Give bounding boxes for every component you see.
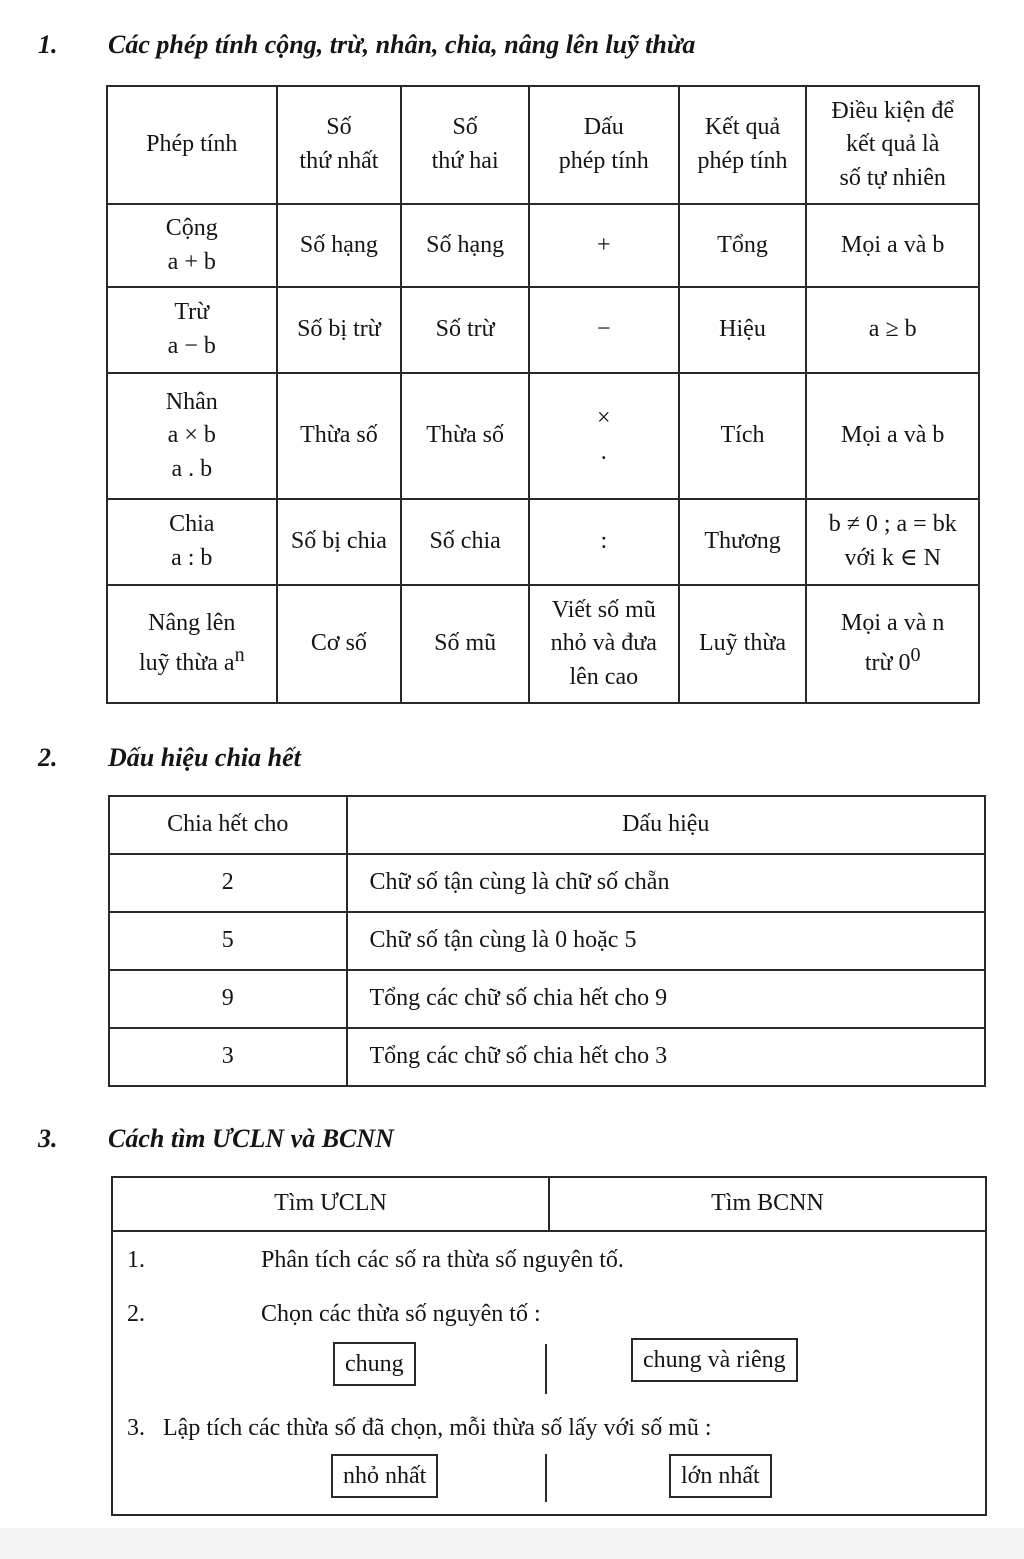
condition-cell: b ≠ 0 ; a = bk với k ∈ N bbox=[806, 499, 979, 585]
step-3-number: 3. bbox=[127, 1415, 145, 1441]
condition-cell: Mọi a và n trừ $0^0$ bbox=[806, 585, 979, 703]
second-number-cell: Số hạng bbox=[401, 204, 529, 287]
table-row bbox=[107, 287, 979, 373]
sign-cell: : bbox=[529, 499, 679, 585]
second-number-cell: Số mũ bbox=[401, 585, 529, 703]
step-1-text: Phân tích các số ra thừa số nguyên tố. bbox=[261, 1247, 624, 1273]
divisibility-table bbox=[108, 795, 986, 1087]
gcd-lcm-header-row bbox=[112, 1177, 986, 1231]
lcm-largest-exponent-box: lớn nhất bbox=[669, 1454, 772, 1498]
rule-cell: Tổng các chữ số chia hết cho 3 bbox=[347, 1028, 986, 1086]
step-1-number: 1. bbox=[127, 1247, 145, 1273]
first-number-cell: Thừa số bbox=[277, 373, 402, 499]
step-3-text: Lập tích các thừa số đã chọn, mỗi thừa số lấy với số mũ : bbox=[163, 1415, 712, 1441]
step-2-text: Chọn các thừa số nguyên tố : bbox=[261, 1301, 541, 1327]
section-2-number: 2. bbox=[38, 743, 58, 772]
first-number-cell: Số bị chia bbox=[277, 499, 402, 585]
second-number-cell: Thừa số bbox=[401, 373, 529, 499]
condition-cell: Mọi a và b bbox=[806, 204, 979, 287]
header-result: Kết quả phép tính bbox=[679, 86, 807, 204]
first-number-cell: Số bị trừ bbox=[277, 287, 402, 373]
divisibility-header-row bbox=[109, 796, 985, 854]
divisor-cell: 5 bbox=[109, 912, 347, 970]
sign-cell: × . bbox=[529, 373, 679, 499]
header-condition: Điều kiện để kết quả là số tự nhiên bbox=[806, 86, 979, 204]
operations-header-row bbox=[107, 86, 979, 204]
divisor-cell: 2 bbox=[109, 854, 347, 912]
operation-cell: Trừ a − b bbox=[107, 287, 277, 373]
table-row bbox=[107, 373, 979, 499]
header-sign: Dấu phép tính bbox=[529, 86, 679, 204]
table-row bbox=[109, 854, 985, 912]
table-row bbox=[109, 970, 985, 1028]
header-operation: Phép tính bbox=[107, 86, 277, 204]
operation-cell: Chia a : b bbox=[107, 499, 277, 585]
table-row bbox=[109, 1028, 985, 1086]
result-cell: Tổng bbox=[679, 204, 807, 287]
operation-cell: Nhân a × b a . b bbox=[107, 373, 277, 499]
header-first-number: Số thứ nhất bbox=[277, 86, 402, 204]
step-2 bbox=[125, 1294, 973, 1348]
rule-cell: Chữ số tận cùng là chữ số chẵn bbox=[347, 854, 986, 912]
table-row bbox=[107, 585, 979, 703]
second-number-cell: Số trừ bbox=[401, 287, 529, 373]
result-cell: Tích bbox=[679, 373, 807, 499]
section-3-title bbox=[38, 1124, 394, 1154]
operation-cell: Cộng a + b bbox=[107, 204, 277, 287]
sign-cell: − bbox=[529, 287, 679, 373]
section-3-heading: Cách tìm ƯCLN và BCNN bbox=[108, 1124, 394, 1153]
condition-cell: a ≥ b bbox=[806, 287, 979, 373]
header-find-gcd: Tìm ƯCLN bbox=[112, 1177, 549, 1231]
step-3-options bbox=[125, 1454, 973, 1514]
rule-cell: Tổng các chữ số chia hết cho 9 bbox=[347, 970, 986, 1028]
section-1-heading: Các phép tính cộng, trừ, nhân, chia, nâng lên luỹ thừa bbox=[108, 30, 696, 59]
operation-cell: Nâng lên luỹ thừa $a^n$ bbox=[107, 585, 277, 703]
first-number-cell: Cơ số bbox=[277, 585, 402, 703]
section-1-title bbox=[38, 30, 695, 60]
page-bottom-edge bbox=[0, 1528, 1024, 1559]
step-2-number: 2. bbox=[127, 1301, 145, 1327]
header-divisible-by: Chia hết cho bbox=[109, 796, 347, 854]
table-row bbox=[109, 912, 985, 970]
table-row bbox=[107, 204, 979, 287]
gcd-smallest-exponent-box: nhỏ nhất bbox=[331, 1454, 438, 1498]
result-cell: Thương bbox=[679, 499, 807, 585]
section-3-number: 3. bbox=[38, 1124, 58, 1153]
column-divider bbox=[545, 1454, 547, 1502]
step-1 bbox=[125, 1240, 973, 1294]
operations-table bbox=[106, 85, 980, 704]
step-3 bbox=[125, 1408, 973, 1454]
result-cell: Luỹ thừa bbox=[679, 585, 807, 703]
second-number-cell: Số chia bbox=[401, 499, 529, 585]
section-1-number: 1. bbox=[38, 30, 58, 59]
header-second-number: Số thứ hai bbox=[401, 86, 529, 204]
lcm-common-and-unique-box: chung và riêng bbox=[631, 1338, 798, 1382]
step-2-options bbox=[125, 1348, 973, 1408]
header-find-lcm: Tìm BCNN bbox=[549, 1177, 986, 1231]
result-cell: Hiệu bbox=[679, 287, 807, 373]
rule-cell: Chữ số tận cùng là 0 hoặc 5 bbox=[347, 912, 986, 970]
section-2-heading: Dấu hiệu chia hết bbox=[108, 743, 301, 772]
sign-cell: Viết số mũ nhỏ và đưa lên cao bbox=[529, 585, 679, 703]
sign-cell: + bbox=[529, 204, 679, 287]
section-2-title bbox=[38, 743, 301, 773]
condition-cell: Mọi a và b bbox=[806, 373, 979, 499]
divisor-cell: 3 bbox=[109, 1028, 347, 1086]
steps-row bbox=[112, 1231, 986, 1515]
header-sign-rule: Dấu hiệu bbox=[347, 796, 986, 854]
first-number-cell: Số hạng bbox=[277, 204, 402, 287]
gcd-lcm-table bbox=[111, 1176, 987, 1516]
column-divider bbox=[545, 1344, 547, 1394]
divisor-cell: 9 bbox=[109, 970, 347, 1028]
table-row bbox=[107, 499, 979, 585]
gcd-common-box: chung bbox=[333, 1342, 416, 1386]
steps-cell bbox=[112, 1231, 986, 1515]
